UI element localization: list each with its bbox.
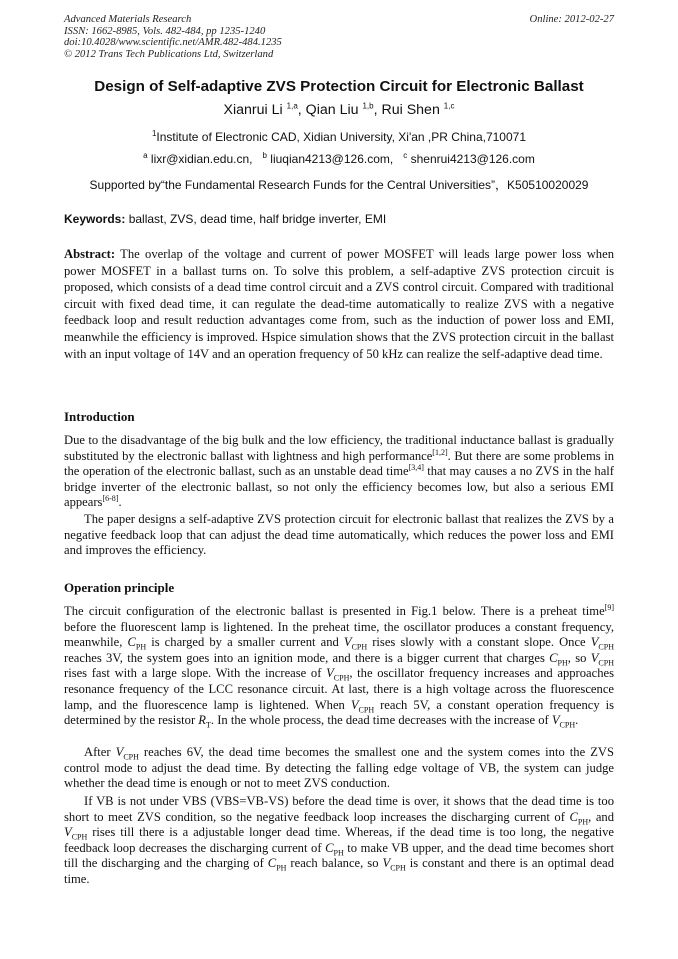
symbol-sub: CPH (390, 863, 406, 873)
text-run: to make VB upper, and the dead time becomes short till the discharging and the charging of (64, 840, 614, 871)
operation-paragraph-3 (64, 794, 614, 888)
operation-paragraph-1 (64, 604, 614, 729)
text-run: reach balance, so (286, 856, 383, 871)
email-sup: b (262, 151, 267, 160)
text-run: reaches 6V, the dead time becomes the smallest one and the system comes into the ZVS control mode to adjust the dead time. By detecting the falling edge voltage of VB, the system can judge whether the dead time is enough or not to meet ZVS conduction. (64, 745, 614, 791)
email-address: shenrui4213@126.com (410, 152, 535, 166)
symbol-sub: CPH (123, 752, 139, 762)
paper-title: Design of Self-adaptive ZVS Protection Circuit for Electronic Ballast (94, 78, 584, 95)
symbol: V (590, 650, 599, 665)
text-run: . (118, 495, 122, 510)
author-name: Qian Liu (305, 102, 359, 118)
journal-name: Advanced Materials Research (64, 14, 192, 25)
symbol-sub: CPH (358, 705, 375, 715)
symbol: V (590, 635, 599, 650)
author-name: Rui Shen (381, 102, 440, 118)
text-run: reaches 3V, the system goes into an ignition mode, and there is a bigger current that charges (64, 650, 550, 665)
symbol-sub: CPH (333, 673, 350, 683)
abstract-text: The overlap of the voltage and current of power MOSFET will leads large power loss when power MOSFET in a ballast turns on. To solve this problem, a self-adaptive ZVS protection circuit is proposed, which consists of a dead time control circuit and a ZVS control circuit. Compared with traditional circuit with fixed dead time, it can regulate the dead-time automatically to realize ZVS with a negative feedback loop and result reduction advantages come from, such as the induction of power loss and EMI, meanwhile the efficiency is improved. Hspice simulation shows that the ZVS protection circuit in the ballast with an input voltage of 14V and an operation frequency of 50 kHz can realize the self-adaptive dead time. (64, 247, 614, 361)
text-run: is charged by a smaller current and (146, 635, 344, 650)
email-list (0, 152, 678, 166)
keywords-text: ballast, ZVS, dead time, half bridge inverter, EMI (128, 212, 387, 226)
text-run: The circuit configuration of the electronic ballast is presented in Fig.1 below. There is a preheat time (64, 604, 605, 618)
email-sup: c (403, 151, 408, 160)
symbol: C (267, 856, 277, 871)
keywords (64, 212, 386, 226)
doi-line: doi:10.4028/www.scientific.net/AMR.482-484.1235 (64, 37, 282, 49)
section-heading-introduction: Introduction (64, 409, 135, 424)
symbol: V (64, 825, 72, 840)
email-address: liuqian4213@126.com, (270, 152, 394, 166)
symbol-sub: PH (333, 848, 344, 858)
abstract-label: Abstract: (64, 247, 116, 261)
author-name: Xianrui Li (223, 102, 283, 118)
symbol: C (325, 840, 334, 855)
text-run: . In the whole process, the dead time decreases with the increase of (210, 713, 552, 728)
symbol-sub: PH (557, 658, 568, 668)
introduction-paragraph-1 (64, 433, 614, 511)
symbol: V (343, 635, 352, 650)
section-heading-operation-principle: Operation principle (64, 580, 175, 595)
symbol-sub: T (206, 720, 211, 730)
symbol-sub: CPH (351, 642, 368, 652)
symbol-sub: PH (135, 642, 147, 652)
symbol: R (198, 713, 206, 728)
abstract (64, 246, 614, 362)
email-address: lixr@xidian.edu.cn, (150, 152, 253, 166)
text-run: . But there are some problems in the operation of the electronic ballast, such as an unstable dead time (64, 448, 614, 479)
symbol-sub: PH (577, 817, 589, 827)
citation: [3,4] (408, 463, 424, 472)
keywords-label: Keywords: (64, 212, 126, 226)
text-run: , and (588, 809, 615, 824)
symbol-sub: PH (276, 863, 287, 873)
symbol-sub: CPH (598, 642, 614, 652)
affiliation-sup: 1 (151, 129, 157, 138)
symbol: C (549, 650, 558, 665)
text-run: rises slowly with a constant slope. Once (367, 635, 591, 650)
operation-paragraph-2 (64, 745, 614, 792)
author-sup: 1,a (286, 101, 298, 111)
funding-note: Supported by“the Fundamental Research Funds for the Central Universities”，K50510020029 (89, 178, 589, 192)
symbol: V (551, 713, 560, 728)
author-sup: 1,b (362, 101, 374, 111)
journal-header (64, 14, 282, 60)
text-run: , so (567, 650, 591, 665)
text-run: reach 5V, a constant operation frequency is determined by the resistor (64, 697, 615, 728)
text-run: , the oscillator frequency increases and approaches resonance frequency of the LCC resonance circuit. At last, there is a high voltage across the fluorescence lamp, and the fluorescence lamp is lightened. When (64, 666, 615, 712)
text-run: Due to the disadvantage of the big bulk and the low efficiency, the traditional inductance ballast is gradually substituted by the electronic ballast with lightness and high performance (64, 433, 614, 463)
author-sup: 1,c (443, 101, 455, 111)
affiliation (0, 130, 678, 144)
online-date: Online: 2012-02-27 (529, 14, 614, 25)
text-run: that may causes a no ZVS in the half bridge inverter of the electronic ballast, so not only the efficiency becomes low, but also a serious EMI appears (64, 464, 614, 510)
email-sup: a (143, 151, 148, 160)
symbol-sub: CPH (559, 720, 576, 730)
citation: [1,2] (432, 447, 448, 457)
symbol: V (350, 697, 359, 712)
symbol: V (326, 666, 334, 681)
affiliation-text: Institute of Electronic CAD, Xidian University, Xi'an ,PR China,710071 (156, 130, 527, 144)
copyright-line: © 2012 Trans Tech Publications Ltd, Switzerland (64, 48, 274, 60)
symbol-sub: CPH (598, 658, 614, 668)
citation: [9] (604, 602, 614, 612)
issn-line: ISSN: 1662-8985, Vols. 482-484, pp 1235-1240 (64, 25, 266, 37)
symbol: C (569, 809, 578, 824)
author-list: Xianrui Li $^{1,a}$, Qian Liu $^{1,b}$, Rui Shen $^{1,c}$ (223, 101, 455, 118)
text-run: is constant and there is an optimal dead time. (64, 856, 615, 886)
text-run: rises fast with a large slope. With the increase of (64, 666, 327, 681)
symbol-sub: CPH (71, 832, 88, 842)
symbol: V (115, 745, 124, 759)
text-run: rises till there is a adjustable longer dead time. Whereas, if the dead time is too long, the negative feedback loop decreases the discharging current of (64, 825, 614, 855)
introduction-paragraph-2: The paper designs a self-adaptive ZVS protection circuit for electronic ballast that realizes the ZVS by a negative feedback loop that can adjust the dead time automatically, which reduces the power loss and EMI and improves the efficiency. (64, 512, 614, 558)
text-run: If VB is not under VBS (VBS=VB-VS) before the dead time is over, it shows that the dead time is too short to meet ZVS condition, so the negative feedback loop increases the discharging current of (64, 794, 614, 824)
text-run: before the fluorescent lamp is lightened. In the preheat time, the oscillator produces a constant frequency, meanwhile, (64, 619, 614, 650)
symbol: C (127, 635, 136, 650)
text-run: After (84, 745, 116, 759)
symbol: V (382, 856, 391, 871)
citation: [6-8] (102, 494, 119, 504)
text-run: . (575, 713, 579, 728)
